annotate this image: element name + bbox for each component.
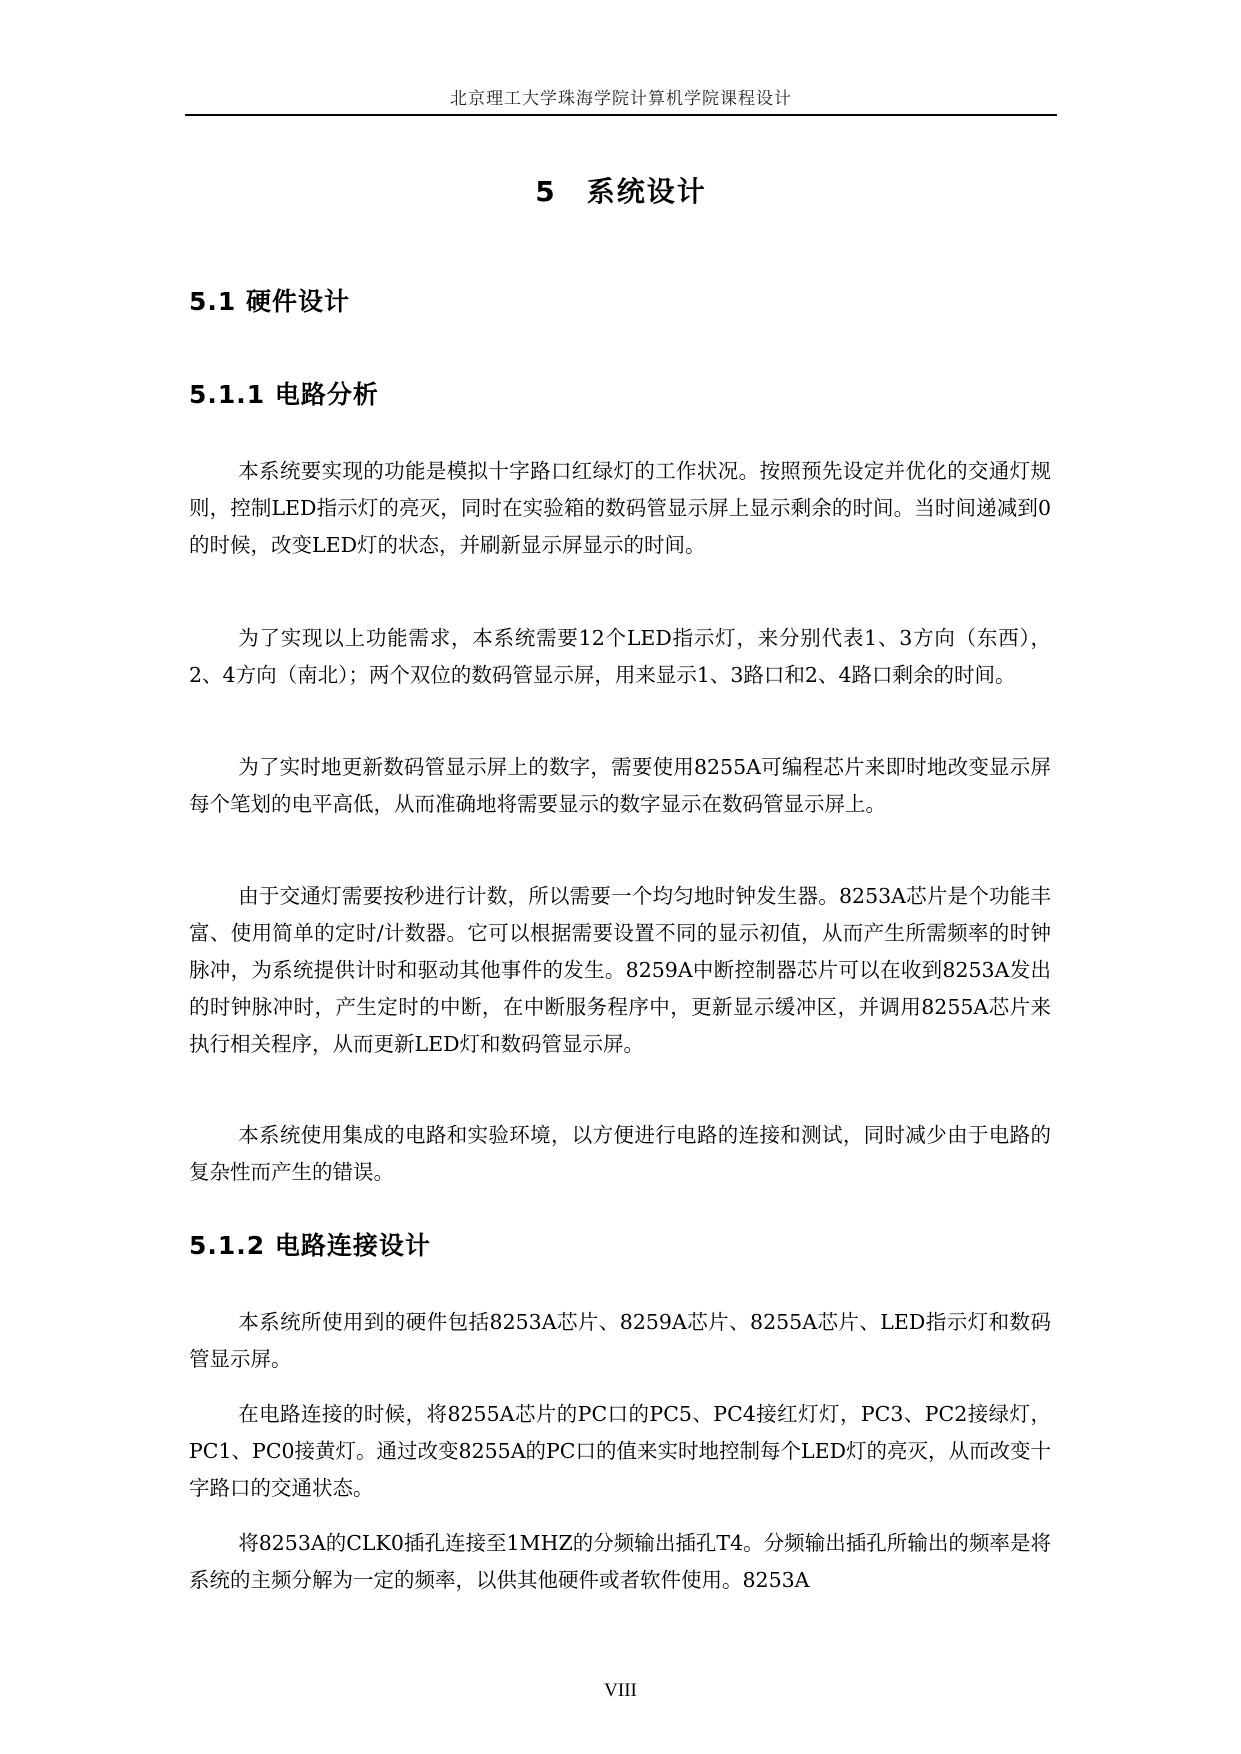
page-number: VIII bbox=[604, 1680, 637, 1701]
header-divider bbox=[185, 114, 1057, 116]
paragraph-hardware-list: 本系统所使用到的硬件包括8253A芯片、8259A芯片、8255A芯片、LED指示灯和数码管显示屏。 bbox=[189, 1310, 1051, 1371]
subsection-heading-circuit-analysis: 5.1.1 电路分析 bbox=[189, 380, 379, 409]
running-header: 北京理工大学珠海学院计算机学院课程设计 bbox=[450, 89, 792, 109]
paragraph-integrated-environment: 本系统使用集成的电路和实验环境，以方便进行电路的连接和测试，同时减少由于电路的复杂性而产生的错误。 bbox=[189, 1123, 1051, 1184]
paragraph-timer-interrupt: 由于交通灯需要按秒进行计数，所以需要一个均匀地时钟发生器。8253A芯片是个功能丰富、使用简单的定时/计数器。它可以根据需要设置不同的显示初值，从而产生所需频率的时钟脉冲，为系统提供计时和驱动其他事件的发生。8259A中断控制器芯片可以在收到8253A发出的时钟脉冲时，产生定时的中断，在中断服务程序中，更新显示缓冲区，并调用8255A芯片来执行相关程序，从而更新LED灯和数码管显示屏。 bbox=[189, 884, 1051, 1056]
paragraph-system-function: 本系统要实现的功能是模拟十字路口红绿灯的工作状况。按照预先设定并优化的交通灯规则，控制LED指示灯的亮灭，同时在实验箱的数码管显示屏上显示剩余的时间。当时间递减到0的时候，改变LED灯的状态，并刷新显示屏显示的时间。 bbox=[189, 459, 1051, 557]
paragraph-8255a-display: 为了实时地更新数码管显示屏上的数字，需要使用8255A可编程芯片来即时地改变显示屏每个笔划的电平高低，从而准确地将需要显示的数字显示在数码管显示屏上。 bbox=[189, 755, 1051, 816]
subsection-heading-circuit-connection: 5.1.2 电路连接设计 bbox=[189, 1231, 431, 1260]
paragraph-led-requirements: 为了实现以上功能需求，本系统需要12个LED指示灯，来分别代表1、3方向（东西），2、4方向（南北）；两个双位的数码管显示屏，用来显示1、3路口和2、4路口剩余的时间。 bbox=[189, 626, 1051, 687]
paragraph-clock-wiring: 将8253A的CLK0插孔连接至1MHZ的分频输出插孔T4。分频输出插孔所输出的频率是将系统的主频分解为一定的频率，以供其他硬件或者软件使用。8253A bbox=[189, 1531, 1051, 1592]
chapter-title: 5 系统设计 bbox=[535, 175, 707, 208]
section-heading-hardware: 5.1 硬件设计 bbox=[189, 287, 350, 316]
paragraph-pc-port-wiring: 在电路连接的时候，将8255A芯片的PC口的PC5、PC4接红灯灯，PC3、PC2接绿灯，PC1、PC0接黄灯。通过改变8255A的PC口的值来实时地控制每个LED灯的亮灭，从而改变十字路口的交通状态。 bbox=[189, 1402, 1052, 1500]
